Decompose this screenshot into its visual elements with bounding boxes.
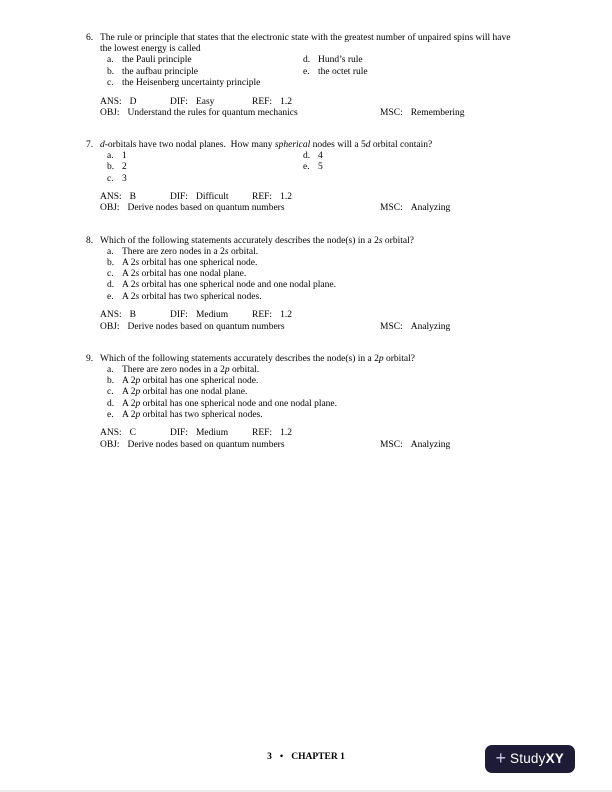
- obj-label: OBJ:: [100, 439, 120, 450]
- dif-label: DIF:: [170, 192, 188, 203]
- dif-value: Difficult: [195, 192, 229, 203]
- choice-a: [107, 55, 303, 66]
- obj-text: Understand the rules for quantum mechanics: [127, 107, 298, 118]
- choice-letter: e.: [303, 66, 310, 77]
- choice-text: A 2p orbital has one spherical node and one nodal plane.: [122, 398, 338, 409]
- choice-letter: a.: [107, 151, 114, 162]
- choice-text: the octet rule: [318, 66, 368, 77]
- obj-text: Derive nodes based on quantum numbers: [127, 203, 285, 214]
- choice-text: 5: [318, 162, 323, 173]
- ref-value: 1.2: [280, 192, 292, 203]
- choice-letter: b.: [107, 376, 115, 387]
- dif-label: DIF:: [170, 310, 188, 321]
- question-stem: The rule or principle that states that the electronic state with the greatest number of unpaired spins will have the lowest energy is called: [100, 33, 513, 55]
- question-number: 7.: [86, 139, 94, 150]
- choice-b: [107, 67, 303, 78]
- obj-label: OBJ:: [100, 321, 120, 332]
- msc-value: Analyzing: [410, 321, 451, 332]
- choice-text: A 2s orbital has one spherical node and one nodal plane.: [122, 280, 336, 291]
- choice-text: 1: [122, 151, 127, 162]
- page-content: [86, 33, 524, 472]
- choice-letter: d.: [107, 398, 115, 409]
- choice-e: [303, 67, 524, 78]
- question-number: 8.: [86, 235, 94, 246]
- msc-label: MSC:: [380, 203, 403, 214]
- question-stem: d-orbitals have two nodal planes. How many spherical nodes will a 5d orbital contain?: [100, 139, 433, 150]
- choice-text: A 2s orbital has one spherical node.: [122, 258, 258, 269]
- choice-e: [107, 410, 524, 421]
- msc-value: Analyzing: [410, 439, 451, 450]
- choice-b: [107, 258, 524, 269]
- dif-value: Medium: [195, 428, 229, 439]
- msc-value: Remembering: [410, 107, 465, 118]
- ref-value: 1.2: [280, 310, 292, 321]
- choice-letter: d.: [303, 55, 311, 66]
- ans-label: ANS:: [100, 310, 122, 321]
- choice-text: There are zero nodes in a 2s orbital.: [122, 246, 259, 257]
- ref-value: 1.2: [280, 428, 292, 439]
- choice-letter: e.: [107, 409, 114, 420]
- choice-e: [107, 292, 524, 303]
- choice-letter: b.: [107, 258, 115, 269]
- choice-text: A 2p orbital has one spherical node.: [122, 376, 259, 387]
- choice-d: [303, 55, 524, 66]
- msc-label: MSC:: [380, 107, 403, 118]
- logo-text: Study: [510, 751, 546, 767]
- choice-d: [107, 280, 524, 291]
- choice-c: [107, 78, 303, 89]
- choice-a: [107, 247, 524, 258]
- choice-letter: a.: [107, 55, 114, 66]
- choice-b: [107, 376, 524, 387]
- dif-label: DIF:: [170, 96, 188, 107]
- question-number: 6.: [86, 33, 94, 43]
- ans-label: ANS:: [100, 192, 122, 203]
- objective-line: [100, 108, 524, 119]
- studyxy-logo: [485, 745, 575, 773]
- answer-line: [100, 428, 524, 439]
- choice-e: [303, 162, 524, 173]
- ans-label: ANS:: [100, 428, 122, 439]
- choice-letter: d.: [107, 280, 115, 291]
- ref-value: 1.2: [280, 96, 292, 107]
- footer-bullet: •: [279, 751, 284, 762]
- question-block-6: [86, 33, 524, 119]
- ref-label: REF:: [252, 96, 273, 107]
- dif-value: Easy: [195, 96, 215, 107]
- choice-letter: d.: [303, 151, 311, 162]
- msc-group: [380, 108, 465, 119]
- ans-value: B: [129, 310, 136, 321]
- plus-icon: +: [495, 748, 507, 768]
- ref-label: REF:: [252, 428, 273, 439]
- chapter-label: CHAPTER 1: [291, 751, 345, 762]
- obj-text: Derive nodes based on quantum numbers: [127, 439, 285, 450]
- choice-letter: c.: [107, 173, 114, 184]
- choice-letter: a.: [107, 246, 114, 257]
- choice-text: Hund’s rule: [318, 55, 363, 66]
- choice-letter: a.: [107, 364, 114, 375]
- dif-value: Medium: [195, 310, 229, 321]
- question-stem: Which of the following statements accurately describes the node(s) in a 2p orbital?: [100, 353, 415, 364]
- choice-list: [107, 151, 524, 185]
- choice-text: 4: [318, 151, 323, 162]
- ans-label: ANS:: [100, 96, 122, 107]
- choice-c: [107, 269, 524, 280]
- choice-text: the Heisenberg uncertainty principle: [122, 77, 261, 88]
- choice-text: There are zero nodes in a 2p orbital.: [122, 364, 260, 375]
- choice-d: [303, 151, 524, 162]
- ref-label: REF:: [252, 192, 273, 203]
- choice-text: A 2p orbital has two spherical nodes.: [122, 409, 263, 420]
- ans-value: C: [129, 428, 136, 439]
- choice-text: the aufbau principle: [122, 66, 198, 77]
- choice-letter: c.: [107, 387, 114, 398]
- choice-c: [107, 387, 524, 398]
- ans-value: D: [129, 96, 137, 107]
- question-stem: Which of the following statements accurately describes the node(s) in a 2s orbital?: [100, 235, 414, 246]
- answer-line: [100, 192, 524, 203]
- choice-text: A 2s orbital has two spherical nodes.: [122, 291, 262, 302]
- objective-line: [100, 440, 524, 451]
- question-number: 9.: [86, 353, 94, 364]
- obj-text: Derive nodes based on quantum numbers: [127, 321, 285, 332]
- choice-letter: c.: [107, 77, 114, 88]
- answer-line: [100, 310, 524, 321]
- msc-group: [380, 440, 450, 451]
- page-number: 3: [267, 751, 272, 762]
- choice-letter: b.: [107, 162, 115, 173]
- msc-group: [380, 322, 450, 333]
- question-block-8: [86, 236, 524, 333]
- choice-a: [107, 151, 303, 162]
- objective-line: [100, 203, 524, 214]
- msc-group: [380, 203, 450, 214]
- choice-b: [107, 162, 303, 173]
- choice-a: [107, 365, 524, 376]
- msc-value: Analyzing: [410, 203, 451, 214]
- choice-text: A 2p orbital has one nodal plane.: [122, 387, 248, 398]
- choice-text: A 2s orbital has one nodal plane.: [122, 269, 247, 280]
- ans-value: B: [129, 192, 136, 203]
- objective-line: [100, 322, 524, 333]
- choice-letter: c.: [107, 269, 114, 280]
- ref-label: REF:: [252, 310, 273, 321]
- question-block-7: [86, 140, 524, 215]
- choice-letter: e.: [107, 291, 114, 302]
- choice-letter: e.: [303, 162, 310, 173]
- choice-c: [107, 174, 303, 185]
- choice-text: 2: [122, 162, 127, 173]
- msc-label: MSC:: [380, 439, 403, 450]
- choice-text: 3: [122, 173, 127, 184]
- choice-letter: b.: [107, 66, 115, 77]
- choice-text: the Pauli principle: [122, 55, 192, 66]
- choice-list: [107, 247, 524, 303]
- obj-label: OBJ:: [100, 107, 120, 118]
- choice-d: [107, 399, 524, 410]
- msc-label: MSC:: [380, 321, 403, 332]
- question-block-9: [86, 354, 524, 451]
- dif-label: DIF:: [170, 428, 188, 439]
- choice-list: [107, 365, 524, 421]
- choice-list: [107, 55, 524, 89]
- logo-text-suffix: XY: [545, 751, 564, 767]
- obj-label: OBJ:: [100, 203, 120, 214]
- answer-line: [100, 97, 524, 108]
